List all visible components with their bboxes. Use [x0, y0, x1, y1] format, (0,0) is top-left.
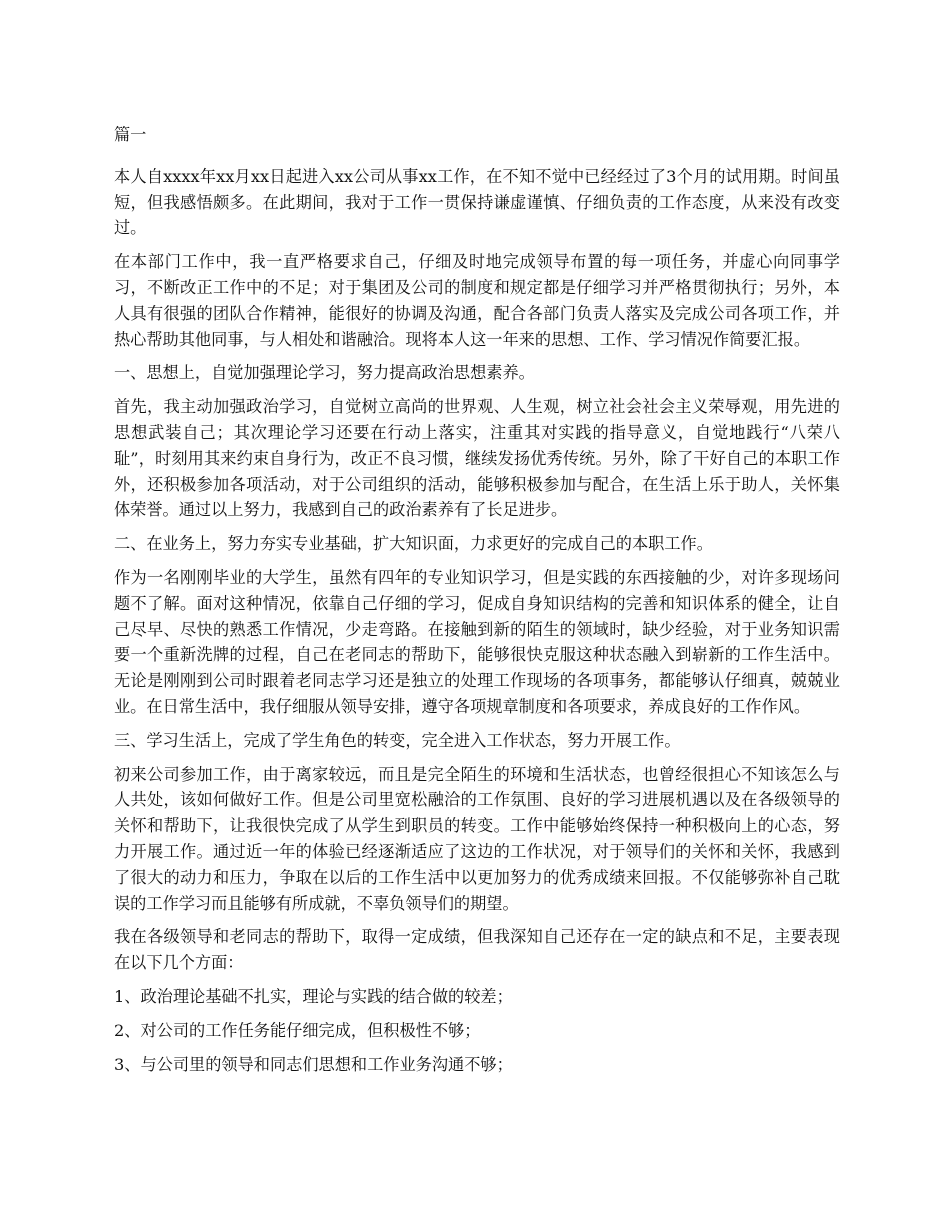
section-heading-business: 二、在业务上，努力夯实专业基础，扩大知识面，力求更好的完成自己的本职工作。: [114, 534, 713, 554]
paragraph-intro: 本人自xxxx年xx月xx日起进入xx公司从事xx工作，在不知不觉中已经经过了3个月的试用期。时间虽短，但我感悟颇多。在此期间，我对于工作一贯保持谦虚谨慎、仔细负责的工作态度，从来没有改变过。: [114, 166, 840, 238]
paragraph-shortcomings-intro: 我在各级领导和老同志的帮助下，取得一定成绩，但我深知自己还存在一定的缺点和不足，主要表现在以下几个方面：: [114, 927, 840, 973]
paragraph-political-study: 首先，我主动加强政治学习，自觉树立高尚的世界观、人生观，树立社会社会主义荣辱观，用先进的思想武装自己；其次理论学习还要在行动上落实，注重其对实践的指导意义，自觉地践行“八荣八耻”，时刻用其来约束自身行为，改正不良习惯，继续发扬优秀传统。另外，除了干好自己的本职工作外，还积极参加各项活动，对于公司组织的活动，能够积极参加与配合，在生活上乐于助人，关怀集体荣誉。通过以上努力，我感到自己的政治素养有了长足进步。: [114, 397, 840, 520]
list-item-shortcoming-1: 1、政治理论基础不扎实，理论与实践的结合做的较差；: [114, 986, 513, 1006]
paragraph-graduate-learning: 作为一名刚刚毕业的大学生，虽然有四年的专业知识学习，但是实践的东西接触的少，对许多现场问题不了解。面对这种情况，依靠自己仔细的学习，促成自身知识结构的完善和知识体系的健全，让自己尽早、尽快的熟悉工作情况，少走弯路。在接触到新的陌生的领域时，缺少经验，对于业务知识需要一个重新洗牌的过程，自己在老同志的帮助下，能够很快克服这种状态融入到崭新的工作生活中。无论是刚刚到公司时跟着老同志学习还是独立的处理工作现场的各项事务，都能够认仔细真，兢兢业业。在日常生活中，我仔细服从领导安排，遵守各项规章制度和各项要求，养成良好的工作作风。: [114, 567, 840, 716]
document-page: [114, 122, 840, 1085]
section-heading-thought: 一、思想上，自觉加强理论学习，努力提高政治思想素养。: [114, 363, 535, 383]
document-title: 篇一: [114, 125, 147, 144]
list-item-shortcoming-3: 3、与公司里的领导和同志们思想和工作业务沟通不够；: [114, 1054, 513, 1074]
list-item-shortcoming-2: 2、对公司的工作任务能仔细完成，但积极性不够；: [114, 1020, 481, 1040]
section-heading-study-life: 三、学习生活上，完成了学生角色的转变，完全进入工作状态，努力开展工作。: [114, 730, 681, 750]
paragraph-department-work: 在本部门工作中，我一直严格要求自己，仔细及时地完成领导布置的每一项任务，并虚心向同事学习，不断改正工作中的不足；对于集团及公司的制度和规定都是仔细学习并严格贯彻执行；另外，本人具有很强的团队合作精神，能很好的协调及沟通，配合各部门负责人落实及完成公司各项工作，并热心帮助其他同事，与人相处和谐融洽。现将本人这一年来的思想、工作、学习情况作简要汇报。: [114, 252, 840, 349]
paragraph-adapting: 初来公司参加工作，由于离家较远，而且是完全陌生的环境和生活状态，也曾经很担心不知该怎么与人共处，该如何做好工作。但是公司里宽松融洽的工作氛围、良好的学习进展机遇以及在各级领导的关怀和帮助下，让我很快完成了从学生到职员的转变。工作中能够始终保持一种积极向上的心态，努力开展工作。通过近一年的体验已经逐渐适应了这边的工作状况，对于领导们的关怀和关怀，我感到了很大的动力和压力，争取在以后的工作生活中以更加努力的优秀成绩来回报。不仅能够弥补自己耽误的工作学习而且能够有所成就，不辜负领导们的期望。: [114, 764, 840, 913]
